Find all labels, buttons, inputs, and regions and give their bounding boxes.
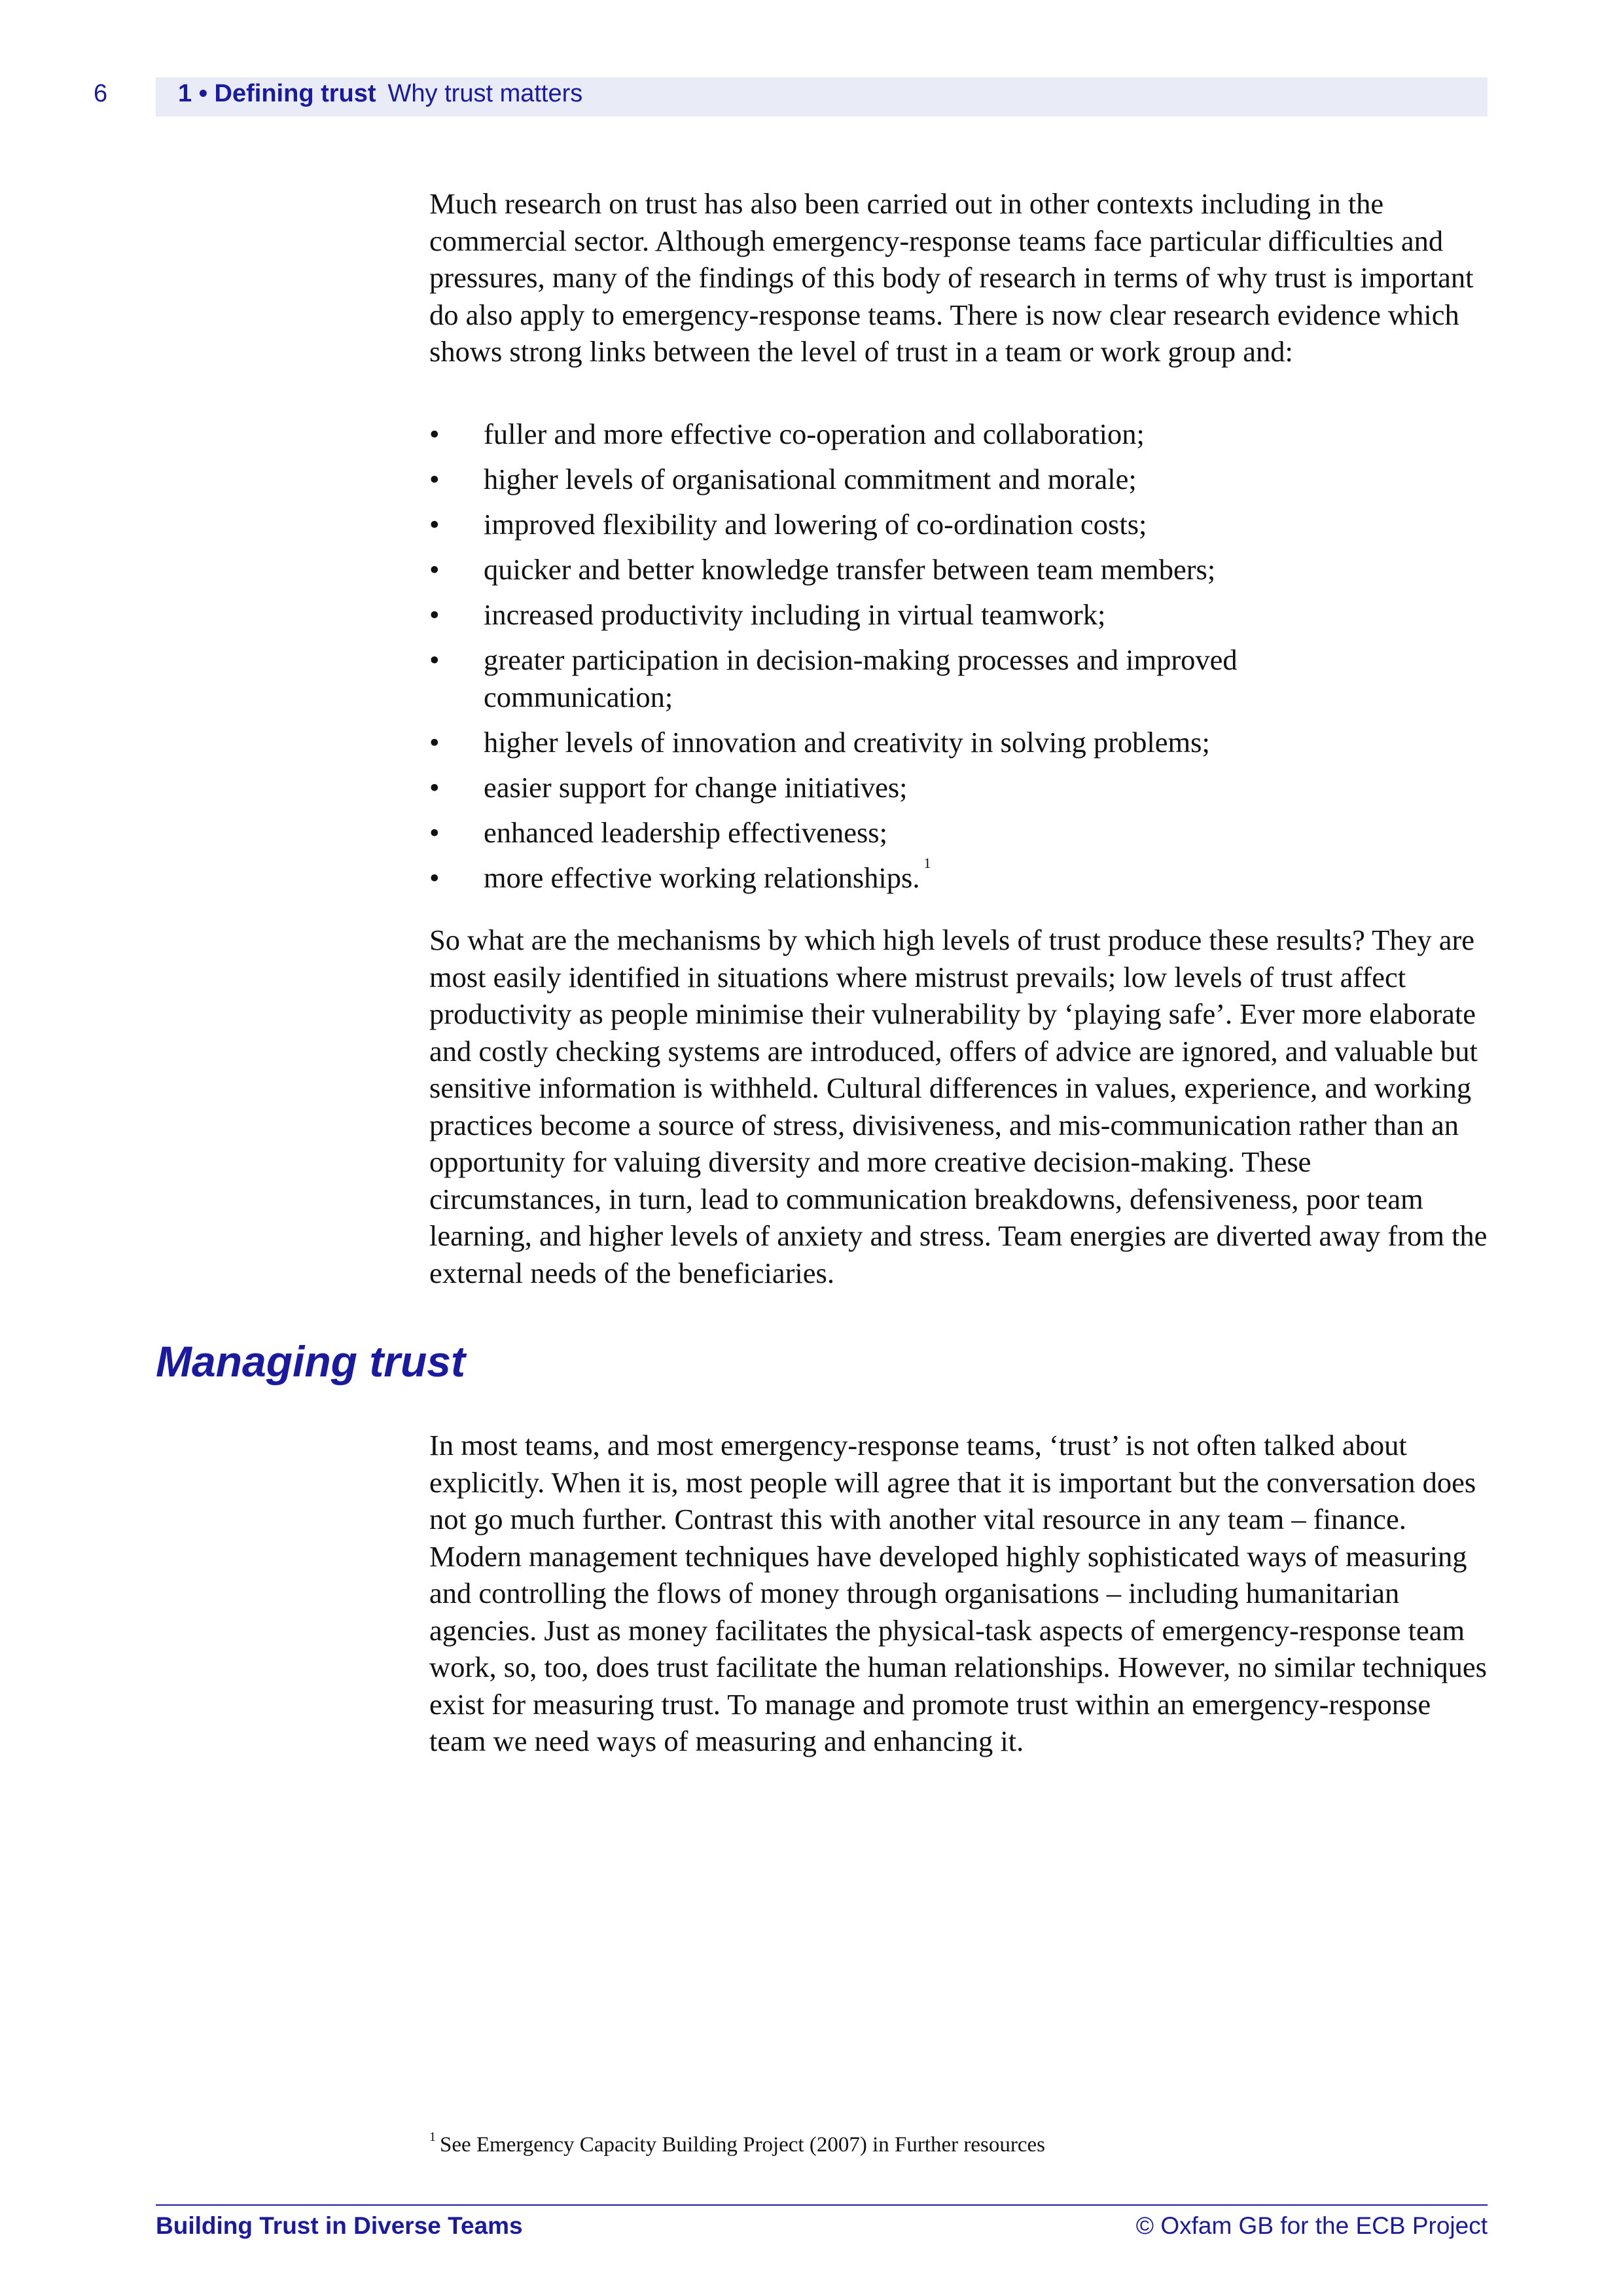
list-item: • increased productivity including in virtual teamwork; — [429, 596, 1489, 634]
list-item: • higher levels of organisational commitment and morale; — [429, 461, 1489, 498]
list-item: • greater participation in decision-making processes and improved communication; — [429, 641, 1334, 715]
list-item: • easier support for change initiatives; — [429, 769, 1489, 806]
footnote-text: See Emergency Capacity Building Project (2007) in Further resources — [440, 2133, 1045, 2157]
list-item: • more effective working relationships. $^1$ — [429, 859, 1489, 897]
footnote-reference[interactable]: 1 — [923, 854, 931, 871]
intro-paragraph — [429, 185, 1489, 370]
chapter-title: 1 • Defining trust — [178, 80, 376, 107]
footer-divider — [156, 2204, 1488, 2206]
page-number: 6 — [94, 80, 108, 107]
list-item: • higher levels of innovation and creativity in solving problems; — [429, 724, 1489, 761]
list-item: • fuller and more effective co-operation and collaboration; — [429, 416, 1489, 453]
intro-paragraph-text: Much research on trust has also been carried out in other contexts including in the commercial sector. Although emergency-response teams face particular difficulties and pressures, many of the findings of this body of research in terms of why trust is important do also apply to emergency-response teams. There is now clear research evidence which shows strong links between the level of trust in a team or work group and: — [429, 187, 1474, 368]
list-item: • enhanced leadership effectiveness; — [429, 814, 1489, 852]
footnote — [429, 2124, 1045, 2158]
mechanisms-paragraph-text: So what are the mechanisms by which high levels of trust produce these results? They are most easily identified in situations where mistrust prevails; low levels of trust affect productivity as people minimise their vulnerability by ‘playing safe’. Ever more elaborate and costly checking systems are introduced, offers of advice are ignored, and valuable but sensitive information is withheld. Cultural differences in values, experience, and working practices become a source of stress, divisiveness, and mis-communication rather than an opportunity for valuing diversity and more creative decision-making. These circumstances, in turn, lead to communication breakdowns, defensiveness, poor team learning, and higher levels of anxiety and stress. Team energies are diverted away from the external needs of the beneficiaries. — [429, 924, 1488, 1289]
section-title: Why trust matters — [387, 80, 583, 107]
mechanisms-paragraph — [429, 922, 1489, 1291]
list-item: • improved flexibility and lowering of co-ordination costs; — [429, 506, 1489, 543]
managing-paragraph-text: In most teams, and most emergency-response teams, ‘trust’ is not often talked about explicitly. When it is, most people will agree that it is important but the conversation does not go much further. Contrast this with another vital resource in any team – finance. Modern management techniques have developed highly sophisticated ways of measuring and controlling the flows of money through organisations – including humanitarian agencies. Just as money facilitates the physical-task aspects of emergency-response team work, so, too, does trust facilitate the human relationships. However, no similar techniques exist for measuring trust. To manage and promote trust within an emergency-response team we need ways of measuring and enhancing it. — [429, 1429, 1487, 1757]
list-item: • quicker and better knowledge transfer between team members; — [429, 551, 1489, 588]
section-heading: Managing trust — [156, 1337, 465, 1386]
footer-copyright: © Oxfam GB for the ECB Project — [1135, 2212, 1488, 2239]
footnote-mark: 1 — [429, 2130, 436, 2144]
running-head — [178, 80, 582, 108]
footer-book-title: Building Trust in Diverse Teams — [156, 2212, 523, 2239]
managing-paragraph — [429, 1427, 1489, 1760]
benefits-list — [429, 416, 1489, 905]
